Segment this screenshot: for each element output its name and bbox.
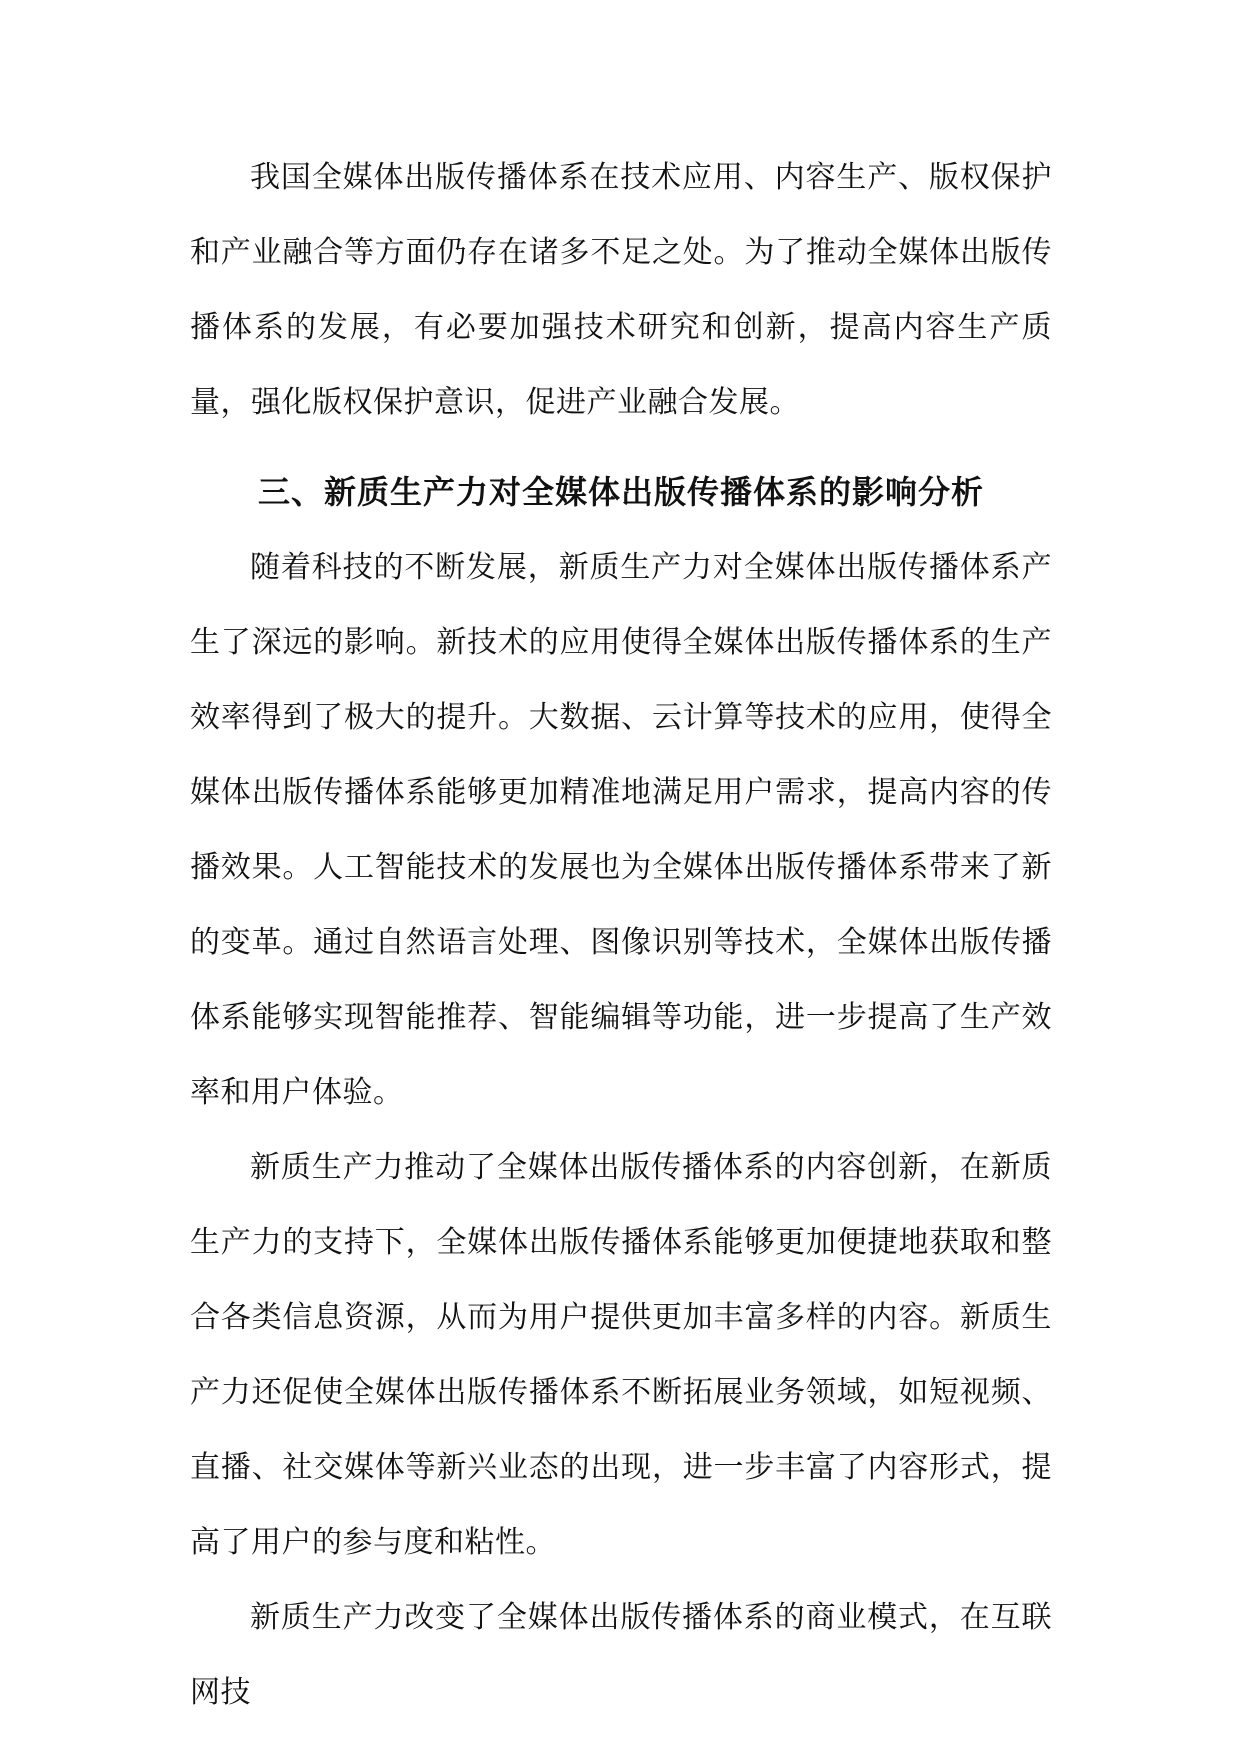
paragraph-business-model: 新质生产力改变了全媒体出版传播体系的商业模式，在互联网技 bbox=[190, 1600, 1052, 1710]
paragraph-impact-technology: 随着科技的不断发展，新质生产力对全媒体出版传播体系产生了深远的影响。新技术的应用使得全媒体出版传播体系的生产效率得到了极大的提升。大数据、云计算等技术的应用，使得全媒体出版传播体系能够更加精准地满足用户需求，提高内容的传播效果。人工智能技术的发展也为全媒体出版传播体系带来了新的变革。通过自然语言处理、图像识别等技术，全媒体出版传播体系能够实现智能推荐、智能编辑等功能，进一步提高了生产效率和用户体验。 bbox=[190, 550, 1052, 1110]
section-heading: 三、新质生产力对全媒体出版传播体系的影响分析 bbox=[257, 473, 984, 511]
paragraph-content-innovation: 新质生产力推动了全媒体出版传播体系的内容创新，在新质生产力的支持下，全媒体出版传播体系能够更加便捷地获取和整合各类信息资源，从而为用户提供更加丰富多样的内容。新质生产力还促使全媒体出版传播体系不断拓展业务领域，如短视频、直播、社交媒体等新兴业态的出现，进一步丰富了内容形式，提高了用户的参与度和粘性。 bbox=[190, 1150, 1052, 1560]
paragraph-summary: 我国全媒体出版传播体系在技术应用、内容生产、版权保护和产业融合等方面仍存在诸多不足之处。为了推动全媒体出版传播体系的发展，有必要加强技术研究和创新，提高内容生产质量，强化版权保护意识，促进产业融合发展。 bbox=[190, 160, 1052, 420]
document-body bbox=[190, 140, 1052, 1730]
